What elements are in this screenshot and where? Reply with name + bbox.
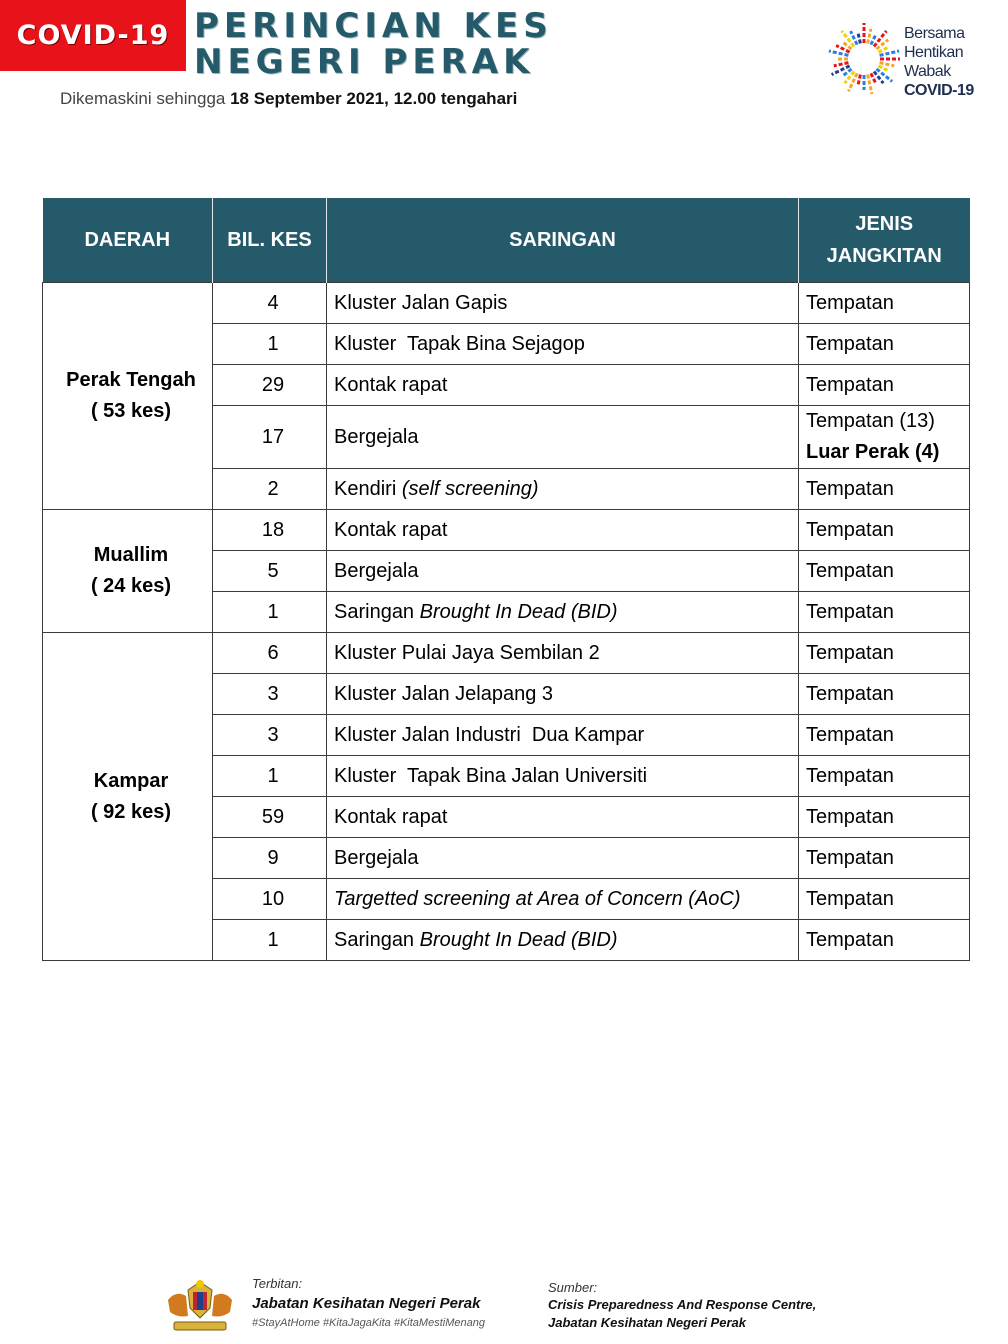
saringan-text: Bergejala bbox=[334, 846, 419, 869]
bil-kes-cell: 17 bbox=[213, 406, 327, 469]
bil-kes-cell: 29 bbox=[213, 365, 327, 406]
jenis-jangkitan-cell bbox=[799, 715, 970, 756]
jenis-text: Tempatan bbox=[806, 928, 894, 951]
bil-kes-cell: 9 bbox=[213, 838, 327, 879]
source-line-1: Crisis Preparedness And Response Centre, bbox=[548, 1297, 817, 1312]
bil-kes-cell: 1 bbox=[213, 756, 327, 797]
saringan-cell bbox=[327, 756, 799, 797]
jenis-text: Tempatan bbox=[806, 887, 894, 910]
header-jenis-jangkitan bbox=[799, 198, 970, 283]
table-row bbox=[43, 510, 970, 551]
saringan-cell bbox=[327, 838, 799, 879]
header-bil-kes: BIL. KES bbox=[213, 198, 327, 283]
saringan-text: Bergejala bbox=[334, 559, 419, 582]
saringan-text: Kontak rapat bbox=[334, 373, 448, 396]
jenis-text: Tempatan bbox=[806, 764, 894, 787]
case-details-table bbox=[42, 198, 970, 961]
district-name: Kampar bbox=[93, 769, 169, 792]
jenis-text: Tempatan bbox=[806, 477, 894, 500]
bil-kes-cell: 3 bbox=[213, 715, 327, 756]
jenis-jangkitan-cell bbox=[799, 797, 970, 838]
jenis-text: Tempatan (13) bbox=[806, 410, 935, 432]
jenis-text: Tempatan bbox=[806, 518, 894, 541]
jenis-jangkitan-cell bbox=[799, 283, 970, 324]
publisher-name: Jabatan Kesihatan Negeri Perak bbox=[252, 1295, 481, 1312]
jenis-text: Tempatan bbox=[806, 373, 894, 396]
bil-kes-cell: 1 bbox=[213, 324, 327, 365]
district-cell bbox=[43, 283, 213, 510]
saringan-cell bbox=[327, 510, 799, 551]
jenis-jangkitan-cell bbox=[799, 592, 970, 633]
saringan-cell bbox=[327, 406, 799, 469]
saringan-text: Bergejala bbox=[334, 425, 419, 448]
jenis-text: Tempatan bbox=[806, 559, 894, 582]
district-name: Muallim bbox=[93, 544, 169, 566]
jenis-text: Tempatan bbox=[806, 291, 894, 314]
jenis-jangkitan-cell bbox=[799, 879, 970, 920]
page-title bbox=[194, 8, 553, 80]
saringan-italic-text: Targetted screening at Area of Concern (AoC) bbox=[334, 887, 741, 910]
jenis-text: Tempatan bbox=[806, 723, 894, 746]
jenis-jangkitan-cell bbox=[799, 406, 970, 469]
saringan-cell bbox=[327, 469, 799, 510]
district-total: ( 92 kes) bbox=[90, 800, 172, 823]
saringan-cell bbox=[327, 551, 799, 592]
district-cell bbox=[43, 510, 213, 633]
bil-kes-cell: 1 bbox=[213, 592, 327, 633]
table-row bbox=[43, 283, 970, 324]
saringan-italic-text: Brought In Dead (BID) bbox=[419, 928, 618, 951]
jenis-text: Tempatan bbox=[806, 600, 894, 623]
saringan-cell bbox=[327, 920, 799, 961]
bersama-hentikan-logo bbox=[826, 18, 996, 100]
jenis-jangkitan-cell bbox=[799, 756, 970, 797]
saringan-text: Kontak rapat bbox=[334, 805, 448, 828]
district-cell bbox=[43, 633, 213, 961]
jenis-jangkitan-cell bbox=[799, 920, 970, 961]
table-header-row bbox=[43, 198, 970, 283]
saringan-cell bbox=[327, 674, 799, 715]
saringan-italic-text: Brought In Dead (BID) bbox=[419, 600, 618, 623]
bil-kes-cell: 3 bbox=[213, 674, 327, 715]
district-total: ( 53 kes) bbox=[90, 400, 172, 422]
jenis-jangkitan-cell bbox=[799, 469, 970, 510]
saringan-italic-text: (self screening) bbox=[401, 477, 539, 500]
saringan-text: Kluster Jalan Jelapang 3 bbox=[334, 682, 554, 705]
header-daerah: DAERAH bbox=[43, 198, 213, 283]
updated-timestamp bbox=[60, 89, 517, 109]
sunburst-icon bbox=[826, 18, 902, 100]
header-saringan: SARINGAN bbox=[327, 198, 799, 283]
saringan-cell bbox=[327, 715, 799, 756]
jenis-jangkitan-cell bbox=[799, 551, 970, 592]
saringan-text: Kluster Tapak Bina Jalan Universiti bbox=[334, 764, 648, 787]
logo-line-4: COVID-19 bbox=[904, 82, 974, 99]
publisher-label: Terbitan: bbox=[252, 1276, 303, 1291]
saringan-cell bbox=[327, 879, 799, 920]
bil-kes-cell: 5 bbox=[213, 551, 327, 592]
hashtags: #StayAtHome #KitaJagaKita #KitaMestiMenang bbox=[252, 1317, 485, 1329]
logo-line-1: Bersama bbox=[904, 25, 965, 42]
title-line-1: PERINCIAN KES bbox=[194, 6, 553, 46]
header-jenis-line-2: JANGKITAN bbox=[826, 245, 942, 267]
district-name: Perak Tengah bbox=[66, 369, 196, 391]
jenis-text: Tempatan bbox=[806, 805, 894, 828]
bil-kes-cell: 18 bbox=[213, 510, 327, 551]
bil-kes-cell: 59 bbox=[213, 797, 327, 838]
state-crest-icon bbox=[160, 1278, 240, 1336]
updated-prefix: Dikemaskini sehingga bbox=[60, 89, 231, 108]
saringan-text: Kluster Jalan Industri Dua Kampar bbox=[334, 723, 645, 746]
saringan-cell bbox=[327, 324, 799, 365]
table-row bbox=[43, 633, 970, 674]
bil-kes-cell: 2 bbox=[213, 469, 327, 510]
saringan-text: Kluster Jalan Gapis bbox=[334, 291, 508, 314]
saringan-cell bbox=[327, 283, 799, 324]
source-label: Sumber: bbox=[548, 1280, 598, 1295]
covid-badge: COVID-19 bbox=[0, 0, 186, 71]
jenis-text: Tempatan bbox=[806, 682, 894, 705]
jenis-jangkitan-cell bbox=[799, 838, 970, 879]
bil-kes-cell: 1 bbox=[213, 920, 327, 961]
saringan-text: Saringan bbox=[334, 600, 420, 623]
bil-kes-cell: 6 bbox=[213, 633, 327, 674]
saringan-text: Kluster Tapak Bina Sejagop bbox=[334, 332, 585, 355]
jenis-jangkitan-cell bbox=[799, 365, 970, 406]
publisher-block bbox=[252, 1276, 485, 1329]
header-jenis-line-1: JENIS bbox=[855, 213, 914, 235]
jenis-jangkitan-cell bbox=[799, 674, 970, 715]
jenis-text: Tempatan bbox=[806, 332, 894, 355]
bil-kes-cell: 10 bbox=[213, 879, 327, 920]
jenis-jangkitan-cell bbox=[799, 510, 970, 551]
source-line-2: Jabatan Kesihatan Negeri Perak bbox=[548, 1315, 746, 1330]
logo-line-2: Hentikan bbox=[904, 44, 964, 61]
saringan-text: Kontak rapat bbox=[334, 518, 448, 541]
jenis-jangkitan-cell bbox=[799, 633, 970, 674]
saringan-text: Saringan bbox=[334, 928, 420, 951]
saringan-cell bbox=[327, 633, 799, 674]
source-block bbox=[548, 1280, 816, 1331]
jenis-text: Tempatan bbox=[806, 641, 894, 664]
saringan-cell bbox=[327, 365, 799, 406]
saringan-cell bbox=[327, 592, 799, 633]
jenis-extra-text: Luar Perak (4) bbox=[806, 441, 940, 463]
district-total: ( 24 kes) bbox=[90, 575, 172, 597]
saringan-cell bbox=[327, 797, 799, 838]
saringan-text: Kendiri bbox=[334, 477, 402, 500]
updated-value: 18 September 2021, 12.00 tengahari bbox=[230, 89, 518, 108]
saringan-text: Kluster Pulai Jaya Sembilan 2 bbox=[334, 641, 600, 664]
logo-line-3: Wabak bbox=[904, 63, 951, 80]
bil-kes-cell: 4 bbox=[213, 283, 327, 324]
jenis-jangkitan-cell bbox=[799, 324, 970, 365]
title-line-2: NEGERI PERAK bbox=[194, 42, 535, 82]
jenis-text: Tempatan bbox=[806, 846, 894, 869]
